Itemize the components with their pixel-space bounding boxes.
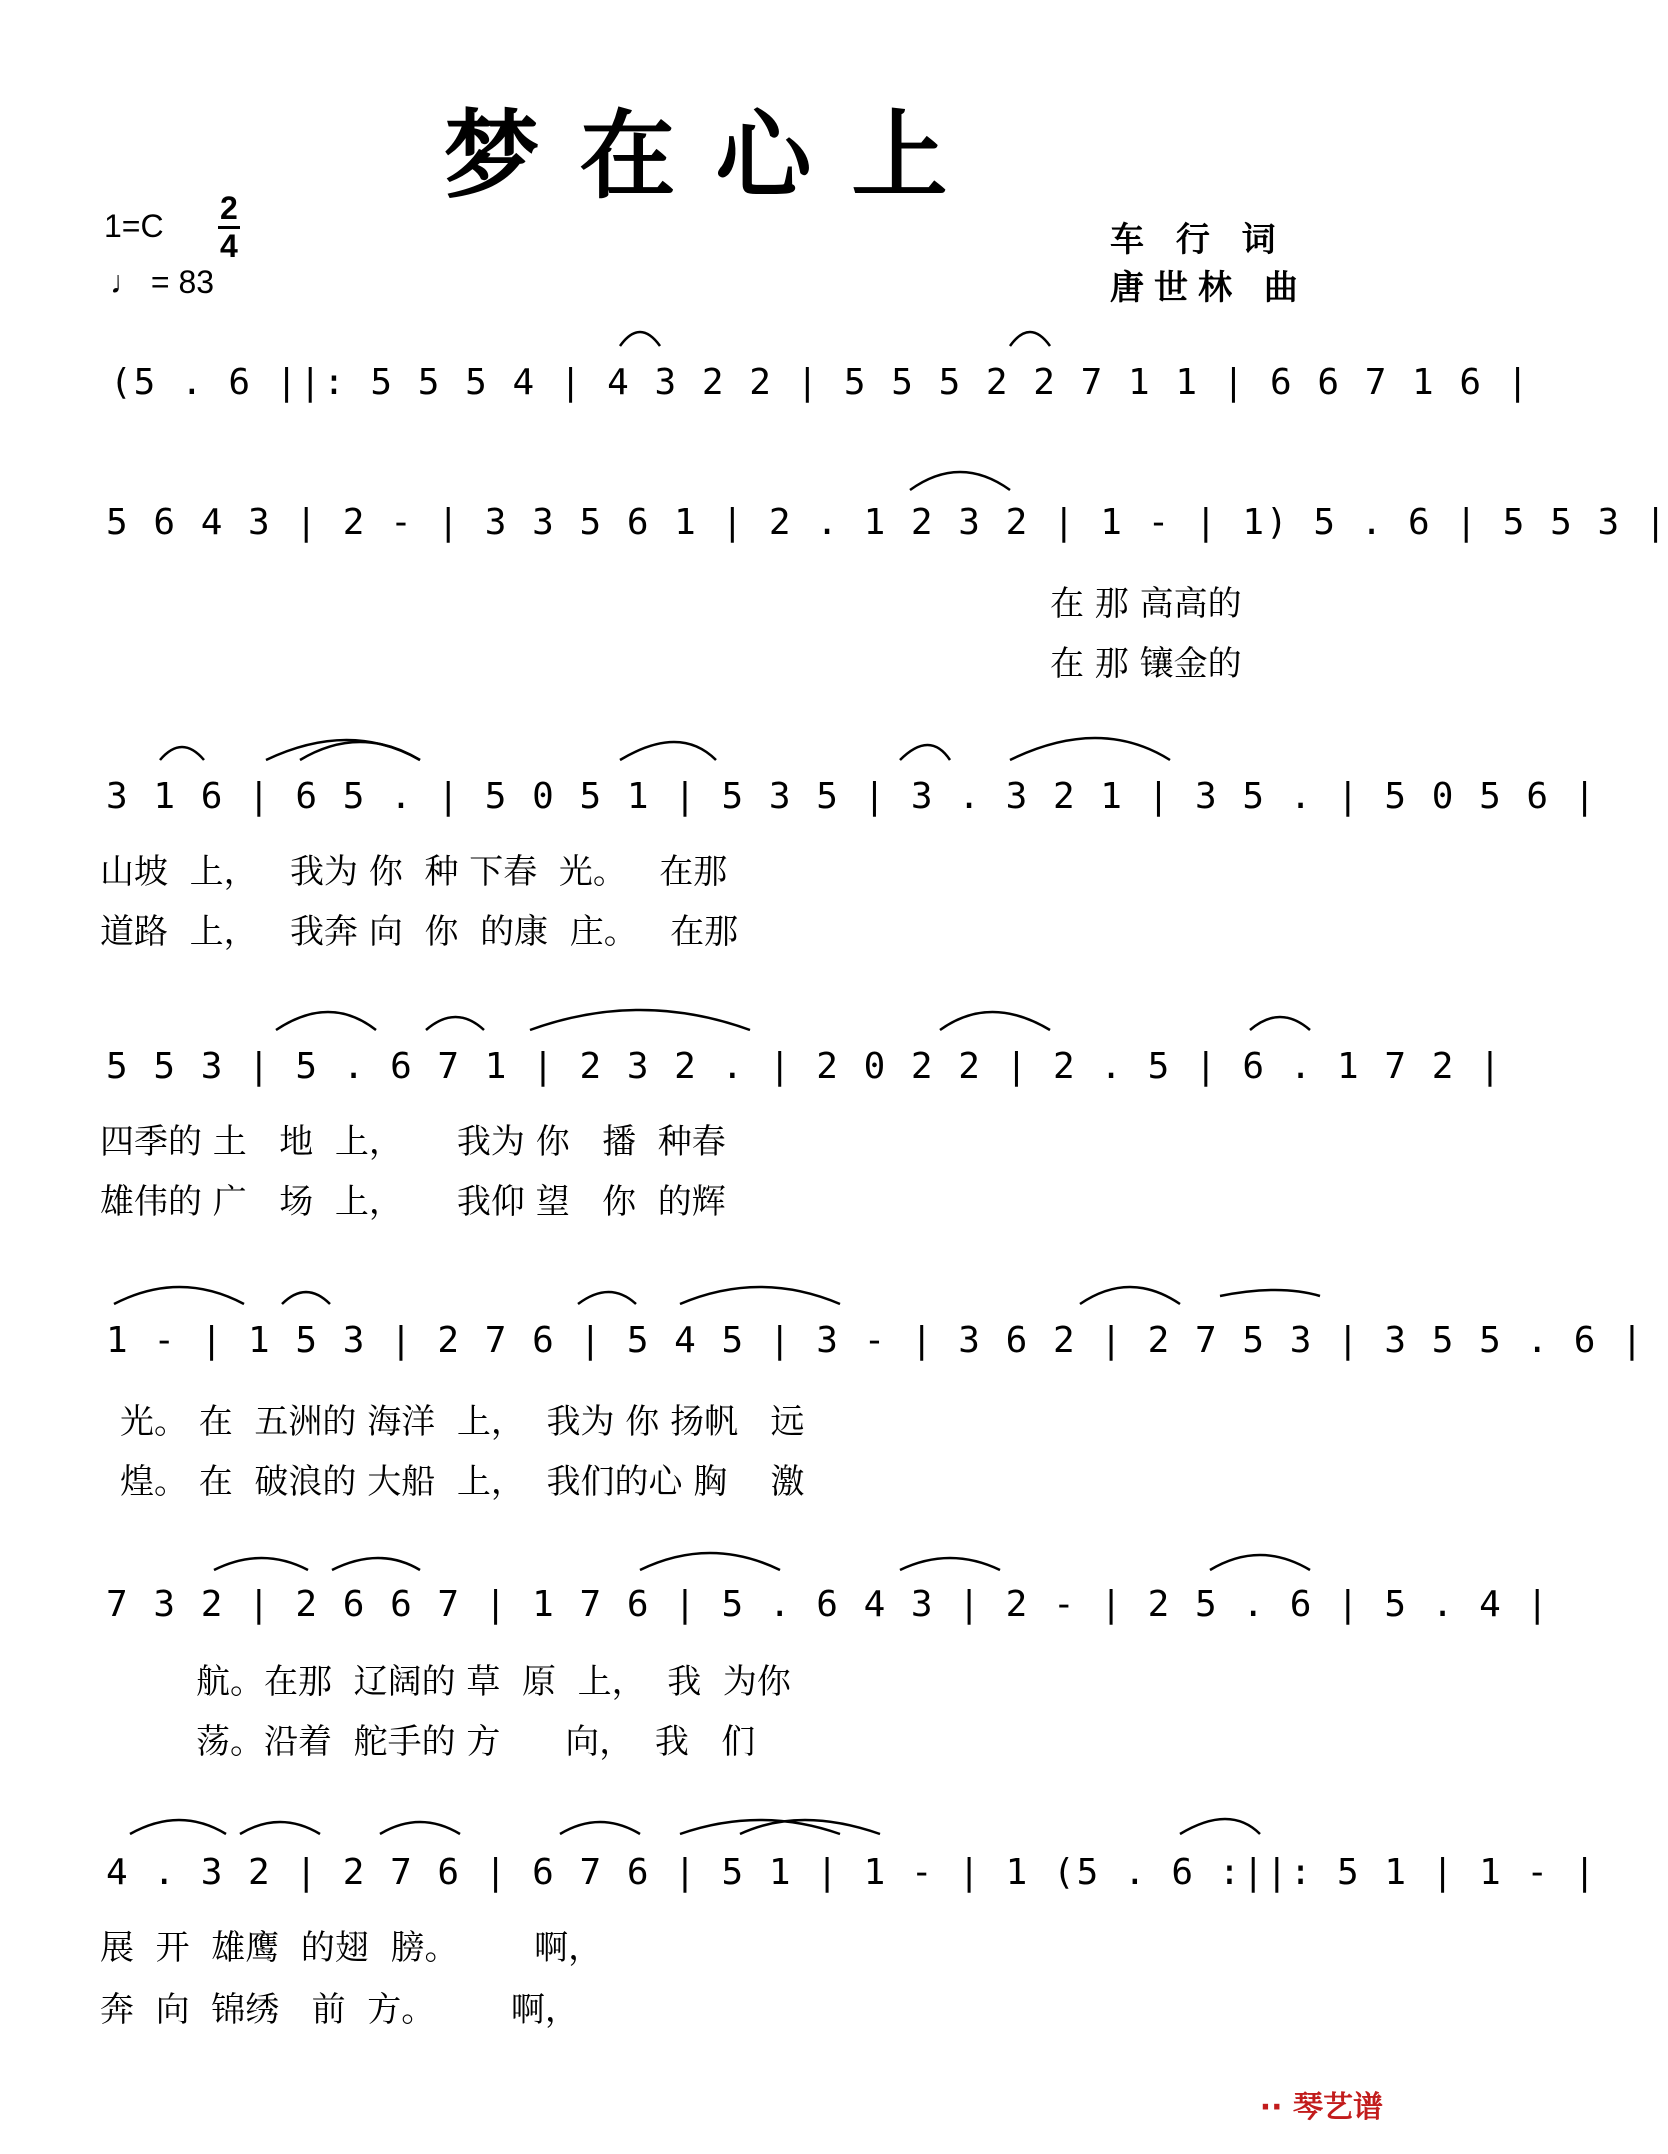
watermark-text: 琴艺谱 xyxy=(1293,2090,1383,2125)
lyric-row-5-verse-2: 煌。 在 破浪的 大船 上， 我们的心 胸 激 xyxy=(120,1462,805,1502)
lyric-row-3-verse-2: 道路 上， 我奔 向 你 的康 庄。 在那 xyxy=(100,912,739,952)
lyric-row-7-verse-2: 奔 向 锦绣 前 方。 啊， xyxy=(100,1990,579,2030)
notation-row-2: 5 6 4 3 | 2 - | 3 3 5 6 1 | 2 . 1 2 3 2 | 1 - | 1) 5 . 6 | 5 5 3 | xyxy=(106,502,1668,543)
lyric-row-2-verse-2: 在 那 镶金的 xyxy=(1050,644,1242,684)
composer-credit: 唐世林 曲 xyxy=(1110,268,1308,308)
watermark-logo: ∙∙ 琴艺谱 xyxy=(1259,2090,1383,2125)
time-signature-top: 2 xyxy=(220,190,238,226)
notation-row-6: 7 3 2 | 2 6 6 7 | 1 7 6 | 5 . 6 4 3 | 2 - | 2 5 . 6 | 5 . 4 | xyxy=(106,1584,1551,1625)
notation-row-3: 3 1 6 | 6 5 . | 5 0 5 1 | 5 3 5 | 3 . 3 2 1 | 3 5 . | 5 0 5 6 | xyxy=(106,776,1598,817)
notation-row-4: 5 5 3 | 5 . 6 7 1 | 2 3 2 . | 2 0 2 2 | 2 . 5 | 6 . 1 7 2 | xyxy=(106,1046,1503,1087)
lyric-row-5-verse-1: 光。 在 五洲的 海洋 上， 我为 你 扬帆 远 xyxy=(120,1402,805,1442)
lyric-row-6-verse-2: 荡。沿着 舵手的 方 向， 我 们 xyxy=(196,1722,756,1762)
lyric-row-7-verse-1: 展 开 雄鹰 的翅 膀。 啊， xyxy=(100,1928,603,1968)
notation-row-7: 4 . 3 2 | 2 7 6 | 6 7 6 | 5 1 | 1 - | 1 (5 . 6 :||: 5 1 | 1 - | xyxy=(106,1852,1598,1893)
notation-row-1: (5 . 6 ||: 5 5 5 4 | 4 3 2 2 | 5 5 5 2 2 7 1 1 | 6 6 7 1 6 | xyxy=(110,362,1531,403)
lyric-row-4-verse-2: 雄伟的 广 场 上， 我仰 望 你 的辉 xyxy=(100,1182,726,1222)
lyric-row-2-verse-1: 在 那 高高的 xyxy=(1050,584,1242,624)
tempo-mark: ♩ = 83 xyxy=(110,264,215,300)
lyric-row-3-verse-1: 山坡 上， 我为 你 种 下春 光。 在那 xyxy=(100,852,728,892)
page-title: 梦在心上 xyxy=(443,100,988,212)
lyric-row-6-verse-1: 航。在那 辽阔的 草 原 上， 我 为你 xyxy=(196,1662,791,1702)
key-signature: 1=C xyxy=(104,208,164,244)
lyric-row-4-verse-1: 四季的 土 地 上， 我为 你 播 种春 xyxy=(100,1122,726,1162)
lyricist-credit: 车 行 词 xyxy=(1110,220,1286,260)
notation-row-5: 1 - | 1 5 3 | 2 7 6 | 5 4 5 | 3 - | 3 6 2 | 2 7 5 3 | 3 5 5 . 6 | xyxy=(106,1320,1645,1361)
time-signature-bottom: 4 xyxy=(220,228,238,264)
